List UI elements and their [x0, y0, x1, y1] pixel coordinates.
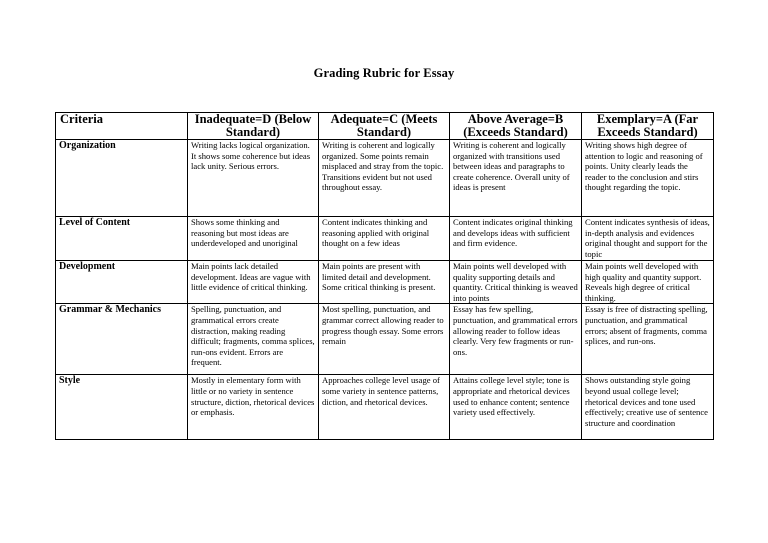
cell-grade-d: Writing lacks logical organization. It shows some coherence but ideas lack unity. Serious errors.: [188, 140, 319, 217]
cell-grade-a: Content indicates synthesis of ideas, in-depth analysis and evidences original thought and support for the topic: [582, 217, 714, 261]
criterion-label: Development: [56, 261, 188, 304]
cell-grade-a: Essay is free of distracting spelling, punctuation, and grammatical errors; absent of fragments, comma splices, and run-ons.: [582, 304, 714, 375]
rubric-table: [55, 112, 714, 440]
header-criteria: Criteria: [56, 113, 188, 140]
cell-grade-b: Content indicates original thinking and develops ideas with sufficient and firm evidence.: [450, 217, 582, 261]
cell-grade-b: Writing is coherent and logically organized with transitions used between ideas and paragraphs to create coherence. Overall unity of ideas is present: [450, 140, 582, 217]
criterion-label: Level of Content: [56, 217, 188, 261]
cell-grade-c: Most spelling, punctuation, and grammar correct allowing reader to progress though essay. Some errors remain: [319, 304, 450, 375]
criterion-label: Grammar & Mechanics: [56, 304, 188, 375]
criterion-label: Organization: [56, 140, 188, 217]
criterion-label: Style: [56, 375, 188, 440]
cell-grade-a: Main points well developed with high quality and quantity support. Reveals high degree of critical thinking.: [582, 261, 714, 304]
cell-grade-b: Attains college level style; tone is appropriate and rhetorical devices used to enhance content; sentence variety used effectively.: [450, 375, 582, 440]
cell-grade-b: Main points well developed with quality supporting details and quantity. Critical thinking is weaved into points: [450, 261, 582, 304]
cell-grade-c: Main points are present with limited detail and development. Some critical thinking is present.: [319, 261, 450, 304]
cell-grade-c: Content indicates thinking and reasoning applied with original thought on a few ideas: [319, 217, 450, 261]
cell-grade-d: Shows some thinking and reasoning but most ideas are underdeveloped and unoriginal: [188, 217, 319, 261]
header-row: [56, 113, 714, 140]
cell-grade-a: Writing shows high degree of attention to logic and reasoning of points. Unity clearly leads the reader to the conclusion and stirs thought regarding the topic.: [582, 140, 714, 217]
cell-grade-d: Main points lack detailed development. Ideas are vague with little evidence of critical thinking.: [188, 261, 319, 304]
cell-grade-d: Mostly in elementary form with little or no variety in sentence structure, diction, rhetorical devices or emphasis.: [188, 375, 319, 440]
table-row: [56, 304, 714, 375]
cell-grade-b: Essay has few spelling, punctuation, and grammatical errors allowing reader to follow ideas clearly. Very few fragments or run-ons.: [450, 304, 582, 375]
cell-grade-d: Spelling, punctuation, and grammatical errors create distraction, making reading difficult; fragments, comma splices, run-ons evident. Errors are frequent.: [188, 304, 319, 375]
header-grade-a: Exemplary=A (Far Exceeds Standard): [582, 113, 714, 140]
document-title: Grading Rubric for Essay: [313, 66, 455, 80]
header-grade-d: Inadequate=D (Below Standard): [188, 113, 319, 140]
table-row: [56, 140, 714, 217]
cell-grade-c: Writing is coherent and logically organized. Some points remain misplaced and stray from the topic. Transitions evident but not used throughout essay.: [319, 140, 450, 217]
header-grade-c: Adequate=C (Meets Standard): [319, 113, 450, 140]
cell-grade-c: Approaches college level usage of some variety in sentence patterns, diction, and rhetorical devices.: [319, 375, 450, 440]
table-row: [56, 261, 714, 304]
table-row: [56, 217, 714, 261]
cell-grade-a: Shows outstanding style going beyond usual college level; rhetorical devices and tone used effectively; creative use of sentence structure and coordination: [582, 375, 714, 440]
header-grade-b: Above Average=B (Exceeds Standard): [450, 113, 582, 140]
table-row: [56, 375, 714, 440]
